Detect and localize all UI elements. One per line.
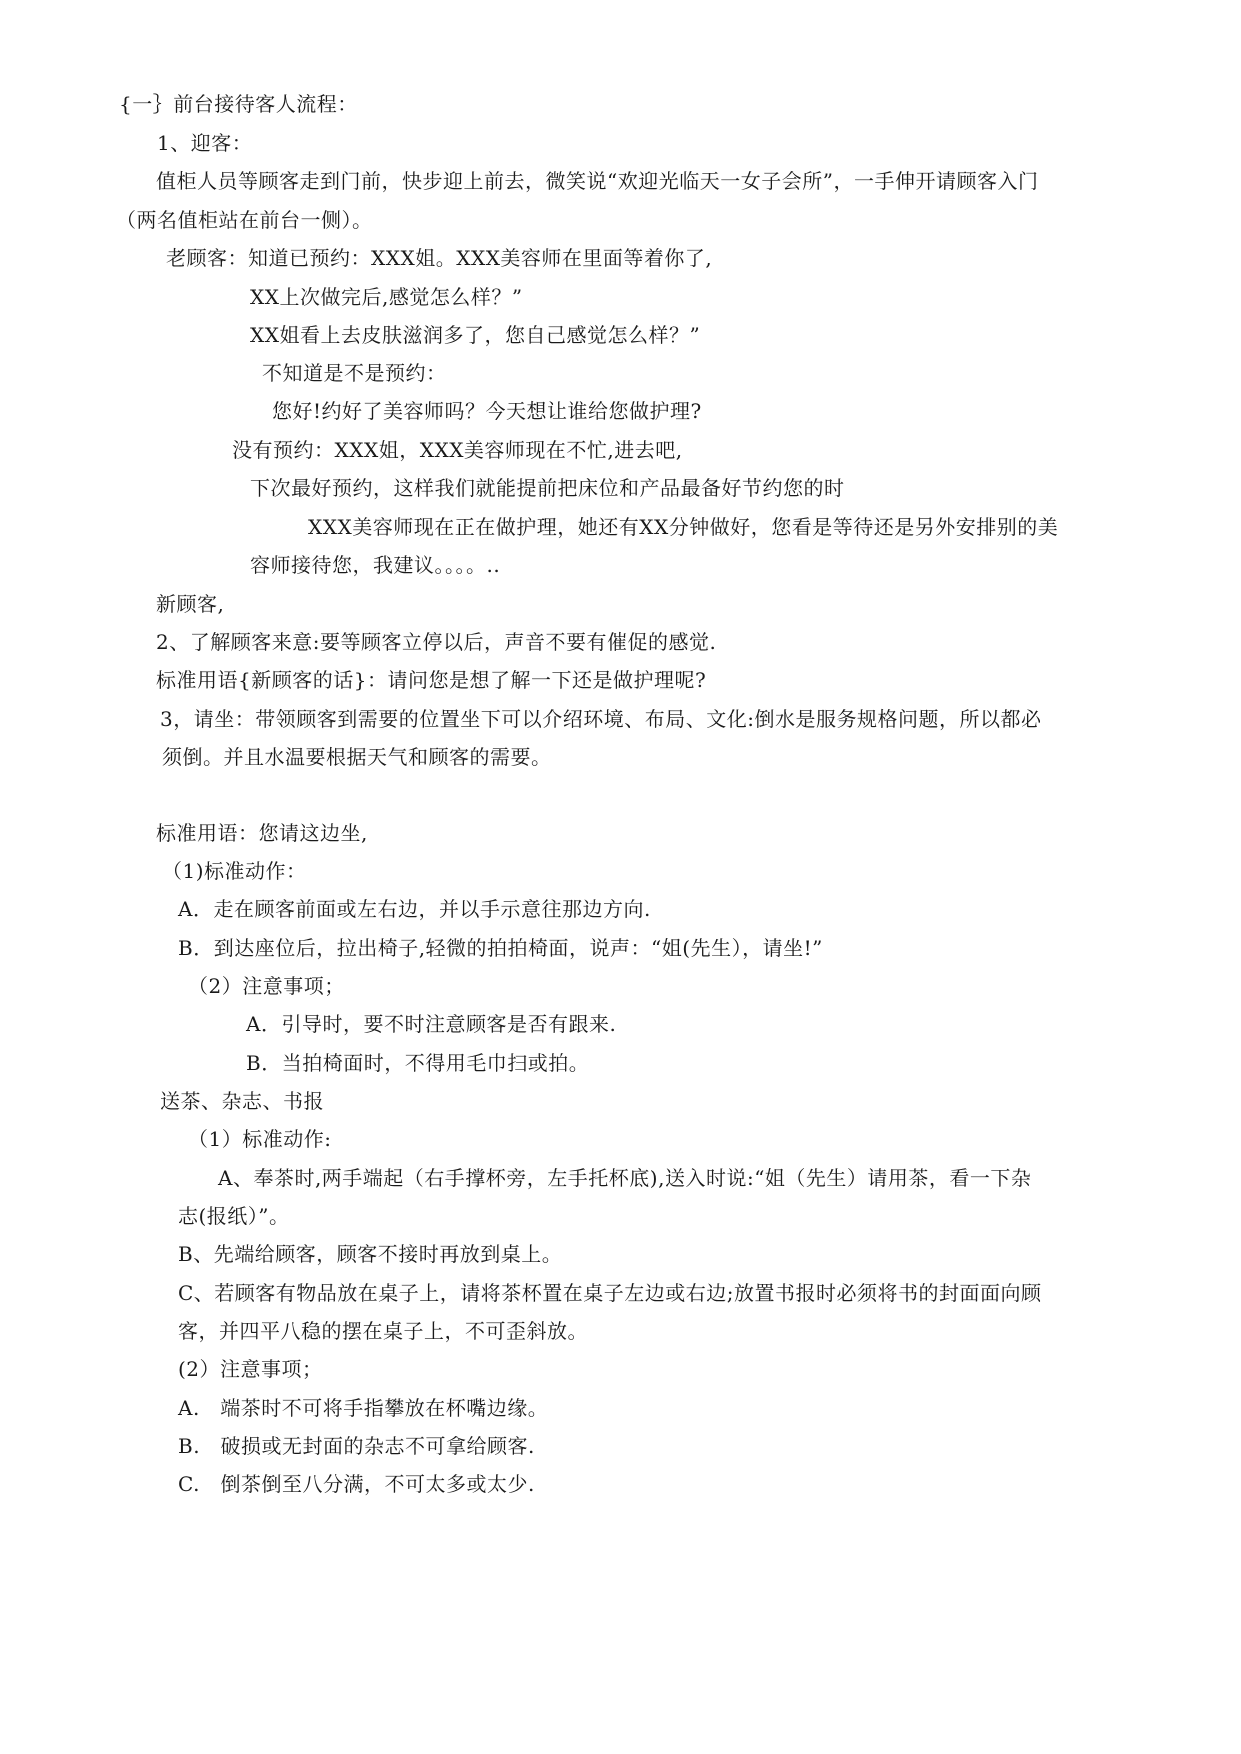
seating-note-b: B．当拍椅面时，不得用毛巾扫或拍。 [246,1051,590,1075]
no-appointment-line: 没有预约：XXX姐，XXX美容师现在不忙,进去吧, [232,438,683,462]
seating-note-a: A．引导时，要不时注意顾客是否有跟来. [246,1012,617,1036]
serving-note-c: C. 倒茶倒至八分满，不可太多或太少. [178,1472,535,1496]
seating-standard-actions-heading: （1)标准动作： [162,859,307,883]
serving-note-a: A. 端茶时不可将手指攀放在杯嘴边缘。 [178,1396,549,1420]
step-1-welcome: 1、迎客： [157,131,253,155]
no-appointment-phrase-2-line-1: XXX美容师现在正在做护理，她还有XX分钟做好，您看是等待还是另外安排别的美 [308,515,1059,539]
serving-section-heading: 送茶、杂志、书报 [160,1089,324,1113]
serving-action-a-line-2: 志(报纸）”。 [178,1204,290,1228]
no-appointment-phrase-1: 下次最好预约，这样我们就能提前把床位和产品最备好节约您的时 [250,476,845,500]
step-2-standard-phrase: 标准用语{新顾客的话}：请问您是想了解一下还是做护理呢? [156,668,707,692]
serving-notes-heading: (2）注意事项； [178,1357,323,1381]
step-2-understand-intent: 2、了解顾客来意:要等顾客立停以后，声音不要有催促的感觉. [156,630,717,654]
step-3-seating-line-1: 3，请坐：带领顾客到需要的位置坐下可以介绍环境、布局、文化:倒水是服务规格问题，所以都必 [160,707,1042,731]
welcome-paragraph-line-2: （两名值柜站在前台一侧）。 [116,208,373,232]
serving-action-c-line-2: 客，并四平八稳的摆在桌子上，不可歪斜放。 [178,1319,588,1343]
serving-note-b: B. 破损或无封面的杂志不可拿给顾客. [178,1434,535,1458]
seating-action-a: A．走在顾客前面或左右边，并以手示意往那边方向. [178,897,651,921]
serving-action-b: B、先端给顾客，顾客不接时再放到桌上。 [178,1242,563,1266]
returning-customer-phrase-2: XX姐看上去皮肤滋润多了，您自己感觉怎么样？” [250,323,701,347]
unknown-appointment-label: 不知道是不是预约： [262,361,447,385]
welcome-paragraph-line-1: 值柜人员等顾客走到门前，快步迎上前去，微笑说“欢迎光临天一女子会所”，一手伸开请顾客入门 [156,169,1039,193]
returning-customer-phrase-1: XX上次做完后,感觉怎么样？” [250,285,523,309]
returning-customer-line: 老顾客：知道已预约：XXX姐。XXX美容师在里面等着你了, [166,246,713,270]
serving-action-a-line-1: A、奉茶时,两手端起（右手撑杯旁，左手托杯底),送入时说:“姐（先生）请用茶，看一下杂 [218,1166,1032,1190]
no-appointment-phrase-2-line-2: 容师接待您，我建议。。。。.. [250,553,501,577]
seating-action-b: B．到达座位后，拉出椅子,轻微的拍拍椅面，说声：“姐(先生），请坐!” [178,936,823,960]
unknown-appointment-phrase: 您好!约好了美容师吗？今天想让谁给您做护理? [272,399,702,423]
seating-notes-heading: （2）注意事项； [188,974,345,998]
step-3-seating-line-2: 须倒。并且水温要根据天气和顾客的需要。 [162,745,552,769]
seating-standard-phrase: 标准用语：您请这边坐, [156,821,368,845]
page-heading: {一｝前台接待客人流程： [119,92,358,116]
serving-standard-actions-heading: （1）标准动作: [188,1127,332,1151]
serving-action-c-line-1: C、若顾客有物品放在桌子上，请将茶杯置在桌子左边或右边;放置书报时必须将书的封面面向顾 [178,1281,1042,1305]
new-customer-label: 新顾客, [156,592,225,616]
